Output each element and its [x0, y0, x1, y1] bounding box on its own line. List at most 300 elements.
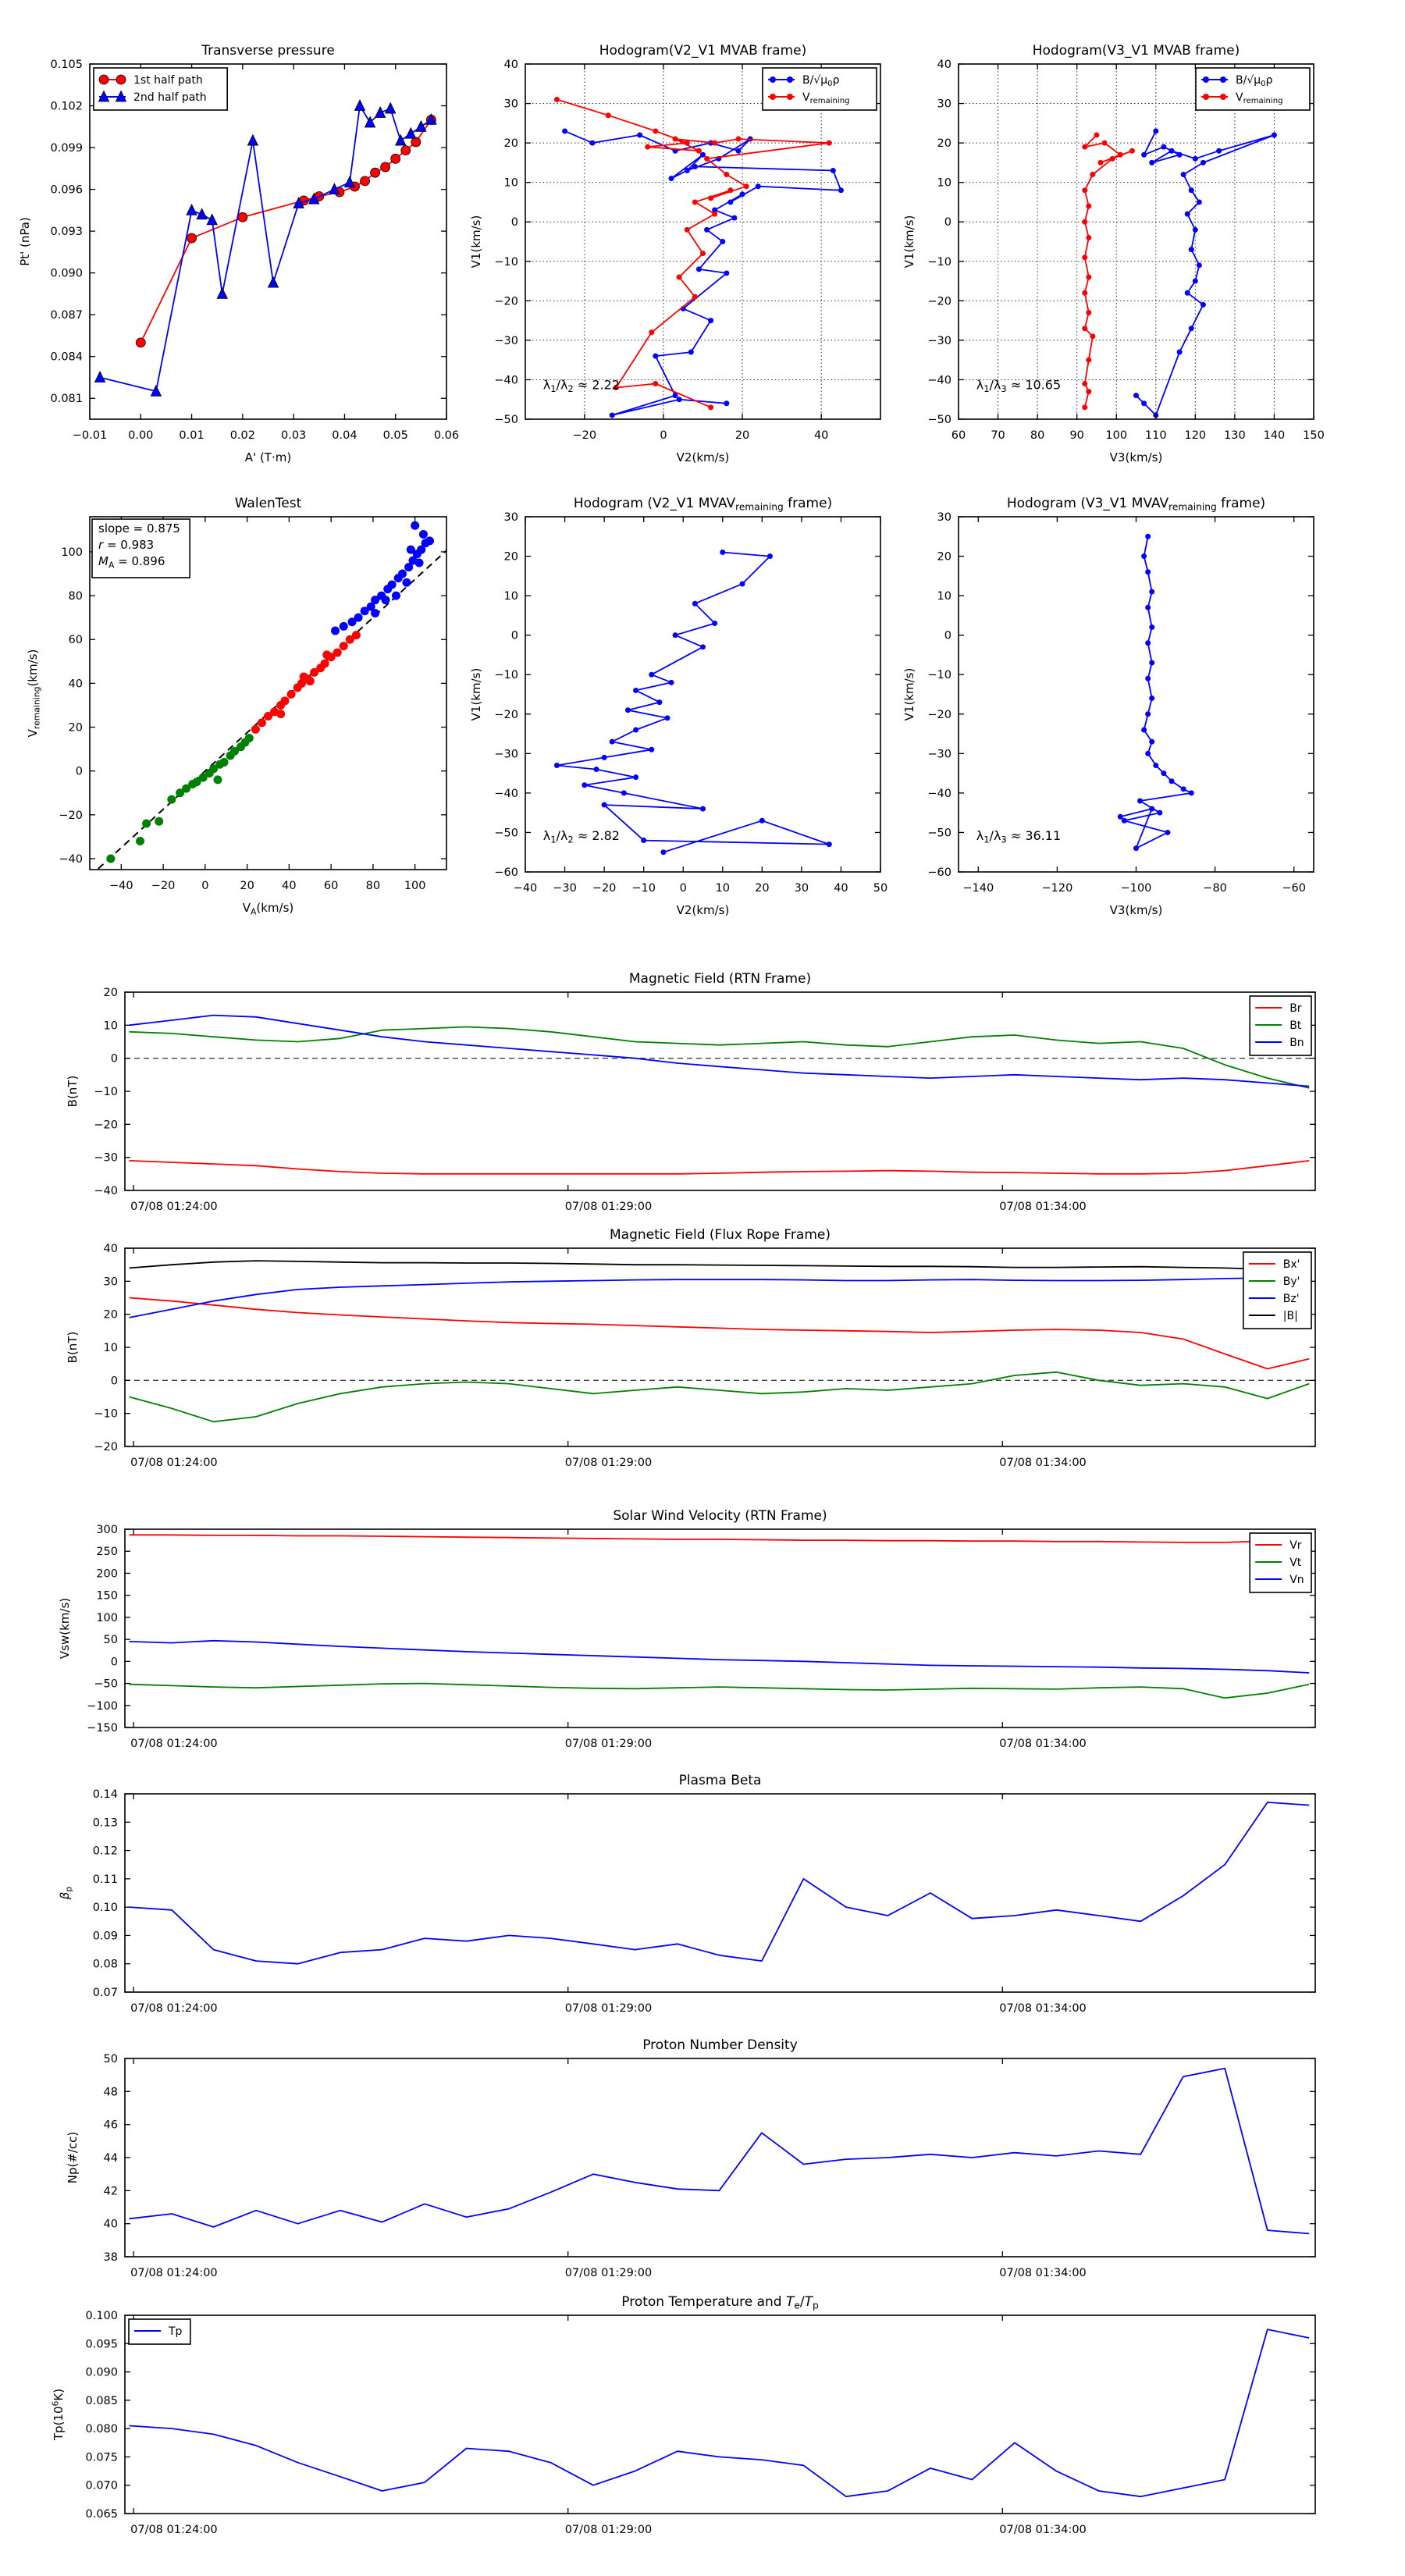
- marker-dot: [1082, 187, 1087, 193]
- marker-dot: [724, 172, 729, 177]
- series-line: [130, 1261, 1310, 1269]
- x-tick-label: 90: [1069, 429, 1084, 442]
- x-tick-label: 07/08 01:34:00: [999, 2524, 1087, 2536]
- marker-dot: [1082, 326, 1087, 331]
- y-tick-label: −20: [494, 708, 518, 721]
- x-tick-label: 20: [755, 882, 770, 895]
- y-tick-label: 0.095: [85, 2338, 118, 2351]
- marker-dot: [673, 137, 678, 142]
- marker-dot: [692, 601, 698, 607]
- axes-frame: [525, 517, 880, 872]
- series-line: [130, 1641, 1310, 1673]
- y-tick-label: 20: [503, 550, 518, 564]
- legend-label: 2nd half path: [133, 91, 207, 104]
- marker-dot: [720, 239, 725, 244]
- series-line: [565, 131, 841, 415]
- y-tick-label: 0: [110, 1052, 118, 1066]
- marker-dot: [411, 521, 419, 530]
- chart-mag-field-rtn: [66, 971, 1315, 1213]
- chart-title: Proton Temperature and $T_e/T_p$: [621, 2294, 819, 2311]
- marker-dot: [712, 141, 717, 146]
- y-tick-label: 20: [103, 1308, 118, 1322]
- series-middle-interval: [251, 631, 361, 734]
- axes-frame: [959, 64, 1314, 419]
- marker-dot: [665, 715, 670, 720]
- marker-dot: [1141, 400, 1147, 406]
- x-tick-label: −20: [151, 880, 176, 892]
- y-tick-label: 10: [937, 590, 951, 603]
- marker-dot: [1149, 660, 1154, 666]
- marker-dot: [1145, 640, 1151, 646]
- x-tick-label: 80: [365, 880, 381, 892]
- marker-dot: [106, 854, 115, 863]
- chart-title: Hodogram(V3_V1 MVAB frame): [1032, 43, 1240, 59]
- marker-dot: [562, 128, 567, 133]
- chart-solar-wind-velocity: [58, 1508, 1315, 1750]
- chart-title: Solar Wind Velocity (RTN Frame): [613, 1508, 827, 1524]
- marker-dot: [1193, 279, 1198, 284]
- legend-label: Vt: [1289, 1557, 1302, 1569]
- y-tick-label: 10: [103, 1342, 118, 1354]
- x-tick-label: 60: [323, 880, 339, 892]
- marker-dot: [602, 802, 607, 808]
- marker-dot: [1145, 569, 1151, 575]
- marker-dot: [1082, 254, 1087, 260]
- axes-frame: [125, 992, 1315, 1190]
- marker-dot: [1118, 814, 1123, 820]
- legend: [1196, 68, 1310, 110]
- marker-dot: [425, 536, 434, 545]
- chart-title: WalenTest: [234, 496, 302, 511]
- marker-dot: [827, 141, 832, 146]
- y-tick-label: −100: [87, 1699, 118, 1713]
- x-tick-label: 140: [1263, 429, 1286, 442]
- chart-title: Transverse pressure: [201, 43, 335, 59]
- legend-label: $B/√\mu_0\rho$: [802, 74, 840, 89]
- series-line: [130, 1535, 1310, 1542]
- marker-dot: [1149, 589, 1154, 595]
- marker-dot: [1177, 350, 1183, 355]
- series-v-remaining: [554, 97, 832, 410]
- marker-dot: [1200, 160, 1206, 165]
- marker-triangle: [94, 372, 105, 382]
- y-tick-label: 0.081: [50, 393, 83, 406]
- y-tick-label: 20: [937, 137, 951, 151]
- marker-triangle: [197, 208, 207, 219]
- marker-dot: [340, 622, 348, 631]
- series-vn: [130, 1641, 1310, 1673]
- marker-dot: [1200, 302, 1206, 308]
- x-tick-label: 150: [1303, 429, 1325, 442]
- y-tick-label: 30: [503, 98, 518, 111]
- marker-dot: [653, 354, 658, 359]
- x-tick-label: 30: [794, 882, 809, 895]
- x-tick-label: 07/08 01:34:00: [999, 1738, 1087, 1750]
- marker-dot: [649, 747, 654, 753]
- x-tick-label: 130: [1224, 429, 1246, 442]
- y-tick-label: 0.07: [92, 1987, 118, 1999]
- marker-dot: [1220, 94, 1226, 100]
- marker-dot: [602, 755, 607, 760]
- y-tick-label: 10: [503, 176, 518, 190]
- marker-dot: [251, 725, 260, 734]
- x-tick-label: 120: [1184, 429, 1207, 442]
- y-tick-label: −10: [494, 255, 518, 269]
- x-tick-label: −100: [1120, 882, 1152, 895]
- marker-dot: [610, 739, 615, 745]
- series-v-remaining-hodogram: [1118, 534, 1194, 851]
- marker-dot: [258, 718, 266, 727]
- y-tick-label: 0.065: [85, 2508, 118, 2521]
- marker-dot: [554, 97, 560, 102]
- marker-dot: [1203, 94, 1209, 100]
- marker-dot: [1220, 76, 1226, 83]
- marker-dot: [1137, 799, 1143, 804]
- y-tick-label: −60: [494, 866, 518, 879]
- y-tick-label: −40: [927, 787, 951, 800]
- y-tick-label: −30: [927, 748, 951, 761]
- marker-dot: [621, 790, 627, 795]
- marker-dot: [1145, 534, 1151, 539]
- y-tick-label: 300: [96, 1524, 118, 1536]
- marker-dot: [1086, 358, 1091, 363]
- marker-dot: [692, 294, 698, 300]
- marker-dot: [633, 728, 638, 733]
- x-tick-label: 0.00: [128, 429, 154, 442]
- legend-label: Bn: [1289, 1037, 1304, 1049]
- x-axis-label: $V_A(km/s)$: [242, 901, 294, 917]
- legend-label: Bz': [1282, 1293, 1300, 1305]
- marker-dot: [1086, 389, 1091, 394]
- marker-triangle: [396, 135, 406, 146]
- marker-dot: [700, 152, 706, 158]
- y-tick-label: −40: [59, 852, 83, 866]
- marker-dot: [1149, 806, 1154, 812]
- legend-label: Bt: [1289, 1019, 1302, 1032]
- y-axis-label: Pt' (nPa): [18, 217, 32, 266]
- y-tick-label: 250: [96, 1546, 118, 1559]
- x-tick-label: 70: [991, 429, 1005, 442]
- marker-dot: [1169, 778, 1175, 784]
- marker-dot: [1161, 144, 1166, 150]
- x-tick-label: 40: [834, 882, 848, 895]
- marker-triangle: [416, 121, 426, 132]
- marker-dot: [1189, 790, 1194, 795]
- y-axis-label: $Tp(10^6K)$: [50, 2388, 66, 2441]
- marker-dot: [712, 212, 717, 217]
- series-v-remaining: [1082, 133, 1135, 411]
- x-tick-label: 07/08 01:29:00: [564, 1457, 653, 1469]
- y-tick-label: 30: [937, 98, 951, 111]
- chart-title: Hodogram(V2_V1 MVAB frame): [599, 43, 807, 59]
- y-tick-label: −40: [927, 374, 951, 387]
- marker-dot: [1133, 393, 1139, 398]
- marker-dot: [669, 680, 674, 685]
- y-tick-label: 20: [68, 721, 83, 735]
- legend: [1250, 996, 1311, 1055]
- marker-dot: [340, 642, 348, 650]
- marker-dot: [415, 558, 424, 567]
- marker-dot: [371, 609, 379, 617]
- series-bz-: [130, 1278, 1310, 1318]
- marker-dot: [354, 614, 363, 622]
- chart-proton-density: [66, 2037, 1315, 2279]
- y-tick-label: 0.085: [85, 2394, 118, 2407]
- marker-dot: [136, 837, 144, 845]
- x-tick-label: 07/08 01:29:00: [564, 2267, 653, 2279]
- marker-dot: [1203, 76, 1209, 83]
- marker-dot: [1197, 262, 1202, 268]
- y-axis-label: V1(km/s): [469, 667, 483, 721]
- x-tick-label: 07/08 01:34:00: [999, 1457, 1087, 1469]
- y-tick-label: 44: [103, 2152, 118, 2165]
- y-tick-label: 10: [937, 176, 951, 190]
- y-tick-label: −10: [927, 669, 951, 682]
- y-tick-label: 0.102: [50, 100, 83, 113]
- marker-dot: [1149, 696, 1154, 701]
- y-tick-label: −20: [94, 1119, 118, 1132]
- marker-dot: [554, 763, 560, 768]
- marker-dot: [724, 270, 729, 276]
- stats-line: slope = 0.875: [98, 521, 180, 535]
- x-tick-label: 20: [735, 429, 750, 442]
- chart-plasma-beta: [58, 1773, 1315, 2015]
- marker-dot: [637, 133, 642, 138]
- chart-transverse-pressure: [18, 43, 459, 464]
- y-axis-label: B(nT): [66, 1075, 80, 1108]
- x-tick-label: −80: [1203, 882, 1227, 895]
- marker-dot: [582, 782, 587, 788]
- y-tick-label: 0.12: [92, 1845, 118, 1858]
- y-tick-label: −40: [94, 1185, 118, 1197]
- marker-dot: [677, 275, 682, 280]
- series-line: [140, 119, 431, 343]
- x-tick-label: −40: [513, 882, 538, 895]
- y-tick-label: −10: [927, 255, 951, 269]
- x-tick-label: 07/08 01:24:00: [130, 2002, 218, 2015]
- marker-dot: [645, 144, 650, 150]
- marker-dot: [306, 677, 315, 685]
- marker-dot: [704, 156, 710, 162]
- marker-dot: [827, 841, 832, 847]
- marker-dot: [1161, 770, 1166, 776]
- x-tick-label: −140: [962, 882, 994, 895]
- marker-dot: [740, 581, 745, 586]
- x-tick-label: −20: [592, 882, 617, 895]
- y-tick-label: 0.084: [50, 350, 83, 364]
- y-tick-label: −20: [494, 295, 518, 308]
- marker-dot: [727, 199, 733, 205]
- chart-hodogram-v2v1-mvab: [469, 43, 880, 464]
- marker-dot: [1082, 381, 1087, 386]
- marker-dot: [653, 128, 658, 133]
- series-line: [130, 1802, 1310, 1964]
- marker-dot: [700, 806, 706, 812]
- marker-dot: [712, 621, 717, 626]
- x-tick-label: 100: [1105, 429, 1128, 442]
- marker-dot: [736, 148, 742, 154]
- marker-dot: [1110, 156, 1115, 162]
- legend-label: Vr: [1289, 1539, 1302, 1552]
- y-tick-label: 0.096: [50, 183, 83, 197]
- x-tick-label: 0.02: [229, 429, 256, 442]
- x-tick-label: 0: [660, 429, 667, 442]
- y-tick-label: −150: [87, 1722, 118, 1735]
- chart-title: Magnetic Field (RTN Frame): [628, 971, 812, 987]
- marker-dot: [756, 183, 761, 189]
- marker-triangle: [268, 277, 278, 288]
- series-first-interval: [106, 734, 253, 863]
- marker-dot: [1129, 148, 1135, 154]
- series-line: [130, 1684, 1310, 1699]
- legend-label: By': [1282, 1276, 1300, 1288]
- marker-triangle: [406, 128, 416, 139]
- marker-circle: [381, 162, 390, 172]
- marker-dot: [276, 710, 285, 718]
- marker-dot: [677, 397, 682, 402]
- x-tick-label: −10: [631, 882, 656, 895]
- marker-triangle: [386, 103, 396, 114]
- y-tick-label: −30: [494, 334, 518, 347]
- x-tick-label: 07/08 01:29:00: [564, 2524, 653, 2536]
- x-tick-label: −120: [1041, 882, 1073, 895]
- y-tick-label: −50: [494, 827, 518, 840]
- y-tick-label: 30: [937, 511, 951, 524]
- marker-dot: [685, 168, 690, 173]
- y-tick-label: 0: [944, 629, 951, 642]
- marker-triangle: [207, 214, 217, 225]
- y-tick-label: 0.11: [92, 1873, 118, 1886]
- chart-walen-test: [26, 496, 446, 916]
- marker-dot: [1216, 148, 1222, 154]
- marker-dot: [1189, 326, 1194, 331]
- x-tick-label: 07/08 01:29:00: [564, 2002, 653, 2015]
- legend-label: |B|: [1282, 1310, 1298, 1322]
- marker-dot: [660, 849, 666, 855]
- y-tick-label: 0.10: [92, 1902, 118, 1915]
- marker-circle: [238, 212, 247, 222]
- x-axis-label: V2(km/s): [676, 903, 730, 917]
- y-tick-label: 20: [937, 550, 951, 564]
- marker-dot: [669, 176, 674, 181]
- marker-dot: [731, 215, 737, 221]
- axes-frame: [125, 1529, 1315, 1727]
- marker-dot: [1197, 199, 1202, 205]
- marker-dot: [1149, 160, 1154, 165]
- marker-dot: [1177, 152, 1183, 158]
- x-tick-label: 0.01: [179, 429, 205, 442]
- marker-dot: [1098, 160, 1104, 165]
- marker-dot: [1165, 830, 1170, 835]
- marker-triangle: [187, 205, 197, 215]
- chart-hodogram-v3v1-mvav: [902, 496, 1314, 917]
- y-tick-label: −60: [927, 866, 951, 879]
- marker-dot: [692, 164, 698, 169]
- y-tick-label: −10: [494, 669, 518, 682]
- series-br: [130, 1161, 1310, 1174]
- y-tick-label: 0: [110, 1656, 118, 1669]
- marker-dot: [398, 569, 407, 578]
- y-tick-label: 0.075: [85, 2451, 118, 2464]
- marker-dot: [740, 191, 745, 197]
- x-tick-label: 07/08 01:34:00: [999, 1201, 1087, 1213]
- marker-dot: [767, 553, 773, 559]
- marker-dot: [1094, 133, 1099, 138]
- marker-dot: [589, 141, 595, 146]
- marker-dot: [673, 632, 678, 638]
- marker-dot: [331, 626, 340, 635]
- axes-frame: [125, 2058, 1315, 2257]
- series-bx-: [130, 1298, 1310, 1369]
- marker-dot: [641, 838, 646, 843]
- stats-line: r = 0.983: [98, 538, 155, 552]
- marker-dot: [155, 817, 163, 826]
- legend-label: 1st half path: [133, 74, 203, 87]
- marker-dot: [1185, 290, 1190, 296]
- marker-dot: [1189, 247, 1194, 252]
- axes-frame: [125, 1248, 1315, 1446]
- x-tick-label: −20: [572, 429, 597, 442]
- marker-dot: [704, 227, 710, 233]
- x-tick-label: 0.04: [332, 429, 357, 442]
- marker-dot: [770, 76, 776, 83]
- y-tick-label: 0.090: [50, 267, 83, 280]
- chart-title: Magnetic Field (Flux Rope Frame): [610, 1227, 831, 1243]
- x-tick-label: 20: [240, 880, 254, 892]
- marker-dot: [685, 227, 690, 233]
- annotation: $\lambda_1/\lambda_3 \approx 36.11$: [976, 828, 1062, 845]
- legend-label: Bx': [1282, 1258, 1300, 1271]
- marker-dot: [1153, 763, 1158, 768]
- marker-dot: [402, 578, 411, 587]
- marker-dot: [649, 329, 654, 335]
- marker-dot: [352, 631, 361, 639]
- marker-dot: [696, 266, 702, 272]
- x-tick-label: 40: [282, 880, 297, 892]
- y-tick-label: 60: [68, 634, 83, 647]
- x-axis-label: A' (T·m): [244, 450, 292, 464]
- series-1st-half-path: [136, 115, 436, 347]
- marker-dot: [838, 187, 844, 193]
- legend: [94, 68, 227, 110]
- marker-dot: [685, 141, 690, 146]
- y-tick-label: 200: [96, 1567, 118, 1581]
- chart-title: Hodogram (V2_V1 $MVAV_{remaining}$ frame): [573, 496, 833, 513]
- marker-dot: [1145, 676, 1151, 681]
- y-tick-label: −20: [927, 295, 951, 308]
- legend: [1243, 1252, 1311, 1329]
- chart-mag-field-flux-rope: [66, 1227, 1315, 1469]
- y-axis-label: V1(km/s): [902, 667, 916, 721]
- marker-dot: [1102, 141, 1108, 146]
- marker-dot: [1133, 845, 1139, 851]
- y-tick-label: −50: [927, 827, 951, 840]
- marker-circle: [391, 154, 400, 163]
- x-tick-label: 100: [404, 880, 426, 892]
- y-tick-label: 0.090: [85, 2366, 118, 2379]
- chart-proton-temperature: [50, 2294, 1315, 2536]
- y-tick-label: 10: [503, 590, 518, 603]
- y-tick-label: −20: [94, 1441, 118, 1453]
- series-last-interval: [331, 521, 434, 635]
- x-tick-label: 60: [951, 429, 966, 442]
- y-tick-label: −10: [94, 1407, 118, 1421]
- marker-dot: [1181, 786, 1186, 792]
- y-tick-label: −20: [59, 809, 83, 822]
- marker-dot: [1145, 751, 1151, 756]
- x-tick-label: −60: [1282, 882, 1307, 895]
- marker-dot: [1082, 219, 1087, 225]
